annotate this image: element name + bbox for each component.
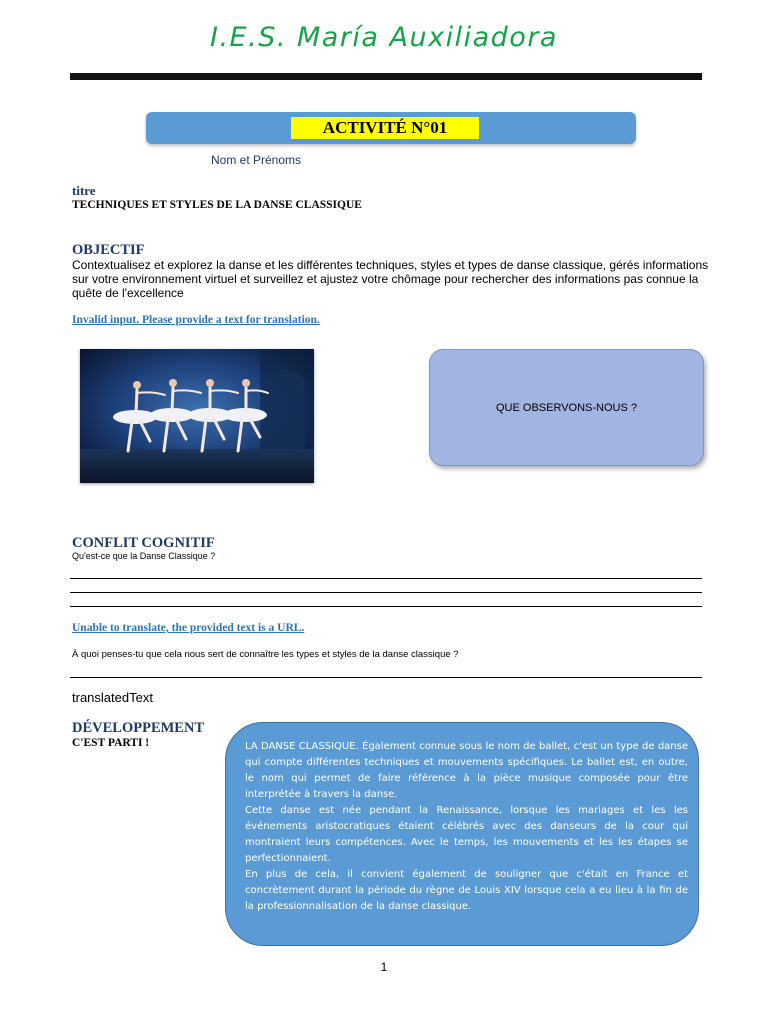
activity-title: ACTIVITÉ N°01: [291, 117, 479, 139]
observe-box: [429, 349, 704, 466]
answer-line: [70, 592, 702, 593]
development-heading: DÉVELOPPEMENT: [72, 720, 205, 736]
page-number: 1: [380, 960, 388, 974]
translated-text-label: translatedText: [72, 690, 153, 705]
name-field-label: Nom et Prénoms: [211, 153, 302, 167]
development-text: [245, 739, 688, 915]
link-2[interactable]: Unable to translate, the provided text is a URL.: [72, 622, 305, 634]
answer-line: [70, 677, 702, 678]
cognitive-conflict-question: Qu'est-ce que la Danse Classique ?: [72, 551, 216, 561]
observe-box-label: QUE OBSERVONS-NOUS ?: [496, 401, 637, 414]
answer-line: [70, 606, 702, 607]
development-paragraph: En plus de cela, il convient également de souligner que c'était en France et concrètement durant la période du règne de Louis XIV lorsque cela a eu lieu à la fin de la professionnalisation de la danse classique.: [245, 869, 688, 912]
school-name: I.E.S. María Auxiliadora: [210, 22, 558, 53]
objective-heading: OBJECTIF: [72, 242, 145, 258]
title-value: TECHNIQUES ET STYLES DE LA DANSE CLASSIQUE: [72, 199, 362, 211]
link-1[interactable]: Invalid input. Please provide a text for translation.: [72, 314, 320, 326]
objective-text: Contextualisez et explorez la danse et les différentes techniques, styles et types de danse classique, gérés informations sur votre environnement virtuel et surveillez et ajustez votre chômage pour rechercher des informations pas connue la quête de l'excellence: [72, 258, 709, 300]
development-paragraph: Cette danse est née pendant la Renaissance, lorsque les mariages et les les événements aristocratiques étaient célébrés avec des danseurs de la cour qui montraient leurs compétences. Avec le temps, les mouvements et les les étapes se perfectionnaient.: [245, 805, 688, 864]
header-divider: [70, 73, 702, 80]
title-label: titre: [72, 183, 96, 198]
development-paragraph: LA DANSE CLASSIQUE. Également connue sous le nom de ballet, c'est un type de danse qui compte différentes techniques et mouvements spécifiques. Le ballet est, en outre, le nom qui permet de faire référence à la pièce musique composée pour être interprétée à travers la danse.: [245, 741, 688, 800]
reflection-question: À quoi penses-tu que cela nous sert de connaître les types et styles de la danse classique ?: [72, 649, 459, 660]
answer-line: [70, 578, 702, 579]
cognitive-conflict-heading: CONFLIT COGNITIF: [72, 535, 215, 551]
development-subtitle: C'EST PARTI !: [72, 737, 150, 749]
ballet-photo: [80, 349, 314, 483]
